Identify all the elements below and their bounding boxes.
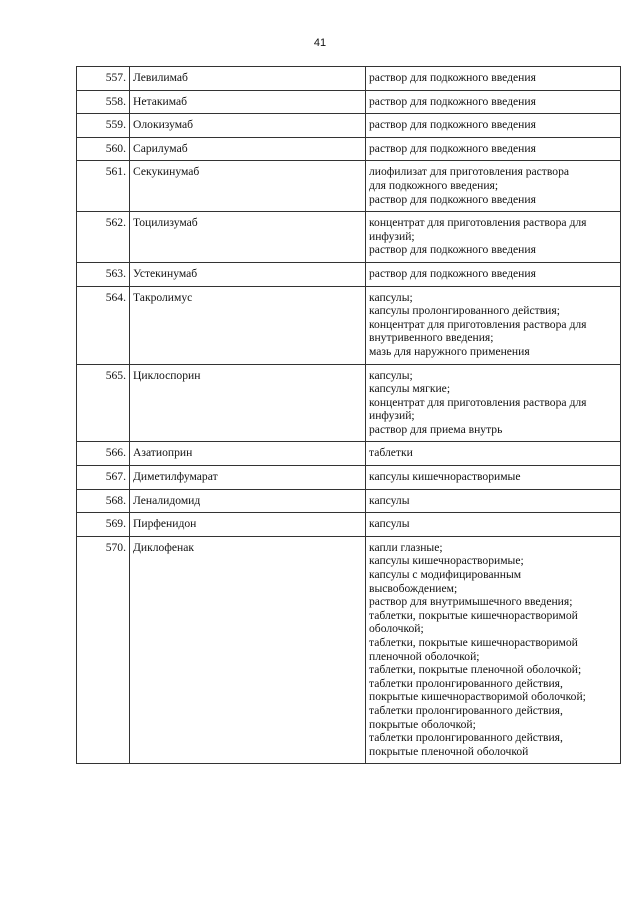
drug-table bbox=[76, 66, 621, 764]
dosage-form-line: раствор для подкожного введения bbox=[369, 243, 536, 257]
row-number: 566. bbox=[77, 442, 130, 466]
dosage-form-line: капсулы кишечнорастворимые bbox=[369, 470, 521, 484]
dosage-form-line: инфузий; bbox=[369, 409, 415, 423]
dosage-form-line: таблетки пролонгированного действия, bbox=[369, 676, 563, 690]
dosage-forms bbox=[366, 466, 621, 490]
dosage-form-line: капсулы; bbox=[369, 368, 413, 382]
dosage-form-line: раствор для подкожного введения bbox=[369, 71, 536, 84]
drug-table-body bbox=[77, 67, 621, 764]
table-row bbox=[77, 137, 621, 161]
table-row bbox=[77, 262, 621, 286]
drug-name: Нетакимаб bbox=[130, 90, 366, 114]
row-number: 568. bbox=[77, 489, 130, 513]
drug-name: Такролимус bbox=[130, 286, 366, 364]
dosage-form-line: лиофилизат для приготовления раствора bbox=[369, 165, 570, 179]
drug-name: Олокизумаб bbox=[130, 114, 366, 138]
dosage-forms bbox=[366, 114, 621, 138]
dosage-form-line: пленочной оболочкой; bbox=[369, 649, 480, 663]
dosage-form-line: таблетки пролонгированного действия, bbox=[369, 731, 563, 745]
dosage-form-line: капсулы bbox=[369, 493, 410, 507]
dosage-form-line: покрытые кишечнорастворимой оболочкой; bbox=[369, 690, 586, 704]
dosage-forms bbox=[366, 513, 621, 537]
table-row bbox=[77, 536, 621, 764]
dosage-form-line: раствор для подкожного введения bbox=[369, 141, 536, 155]
row-number: 562. bbox=[77, 212, 130, 263]
dosage-forms bbox=[366, 212, 621, 263]
dosage-form-line: покрытые пленочной оболочкой bbox=[369, 744, 529, 758]
dosage-form-line: концентрат для приготовления раствора для bbox=[369, 317, 587, 331]
dosage-forms bbox=[366, 90, 621, 114]
dosage-forms bbox=[366, 442, 621, 466]
table-row bbox=[77, 466, 621, 490]
dosage-form-line: таблетки, покрытые пленочной оболочкой; bbox=[369, 663, 582, 677]
dosage-form-line: внутривенного введения; bbox=[369, 331, 494, 345]
dosage-form-line: капсулы мягкие; bbox=[369, 382, 451, 396]
dosage-form-line: раствор для подкожного введения bbox=[369, 192, 536, 206]
table-row bbox=[77, 114, 621, 138]
dosage-forms bbox=[366, 536, 621, 764]
dosage-form-line: капли глазные; bbox=[369, 540, 443, 554]
dosage-form-line: раствор для подкожного введения bbox=[369, 94, 536, 108]
table-row bbox=[77, 513, 621, 537]
drug-name: Диметилфумарат bbox=[130, 466, 366, 490]
row-number: 564. bbox=[77, 286, 130, 364]
table-row bbox=[77, 286, 621, 364]
dosage-form-line: капсулы пролонгированного действия; bbox=[369, 304, 560, 318]
dosage-form-line: покрытые оболочкой; bbox=[369, 717, 476, 731]
dosage-form-line: капсулы bbox=[369, 517, 410, 531]
dosage-form-line: таблетки, покрытые кишечнорастворимой bbox=[369, 608, 578, 622]
drug-name: Пирфенидон bbox=[130, 513, 366, 537]
row-number: 563. bbox=[77, 262, 130, 286]
dosage-forms bbox=[366, 161, 621, 212]
table-row bbox=[77, 364, 621, 442]
drug-name: Сарилумаб bbox=[130, 137, 366, 161]
dosage-forms bbox=[366, 137, 621, 161]
table-row bbox=[77, 90, 621, 114]
dosage-form-line: инфузий; bbox=[369, 229, 415, 243]
table-row bbox=[77, 212, 621, 263]
dosage-form-line: мазь для наружного применения bbox=[369, 344, 530, 358]
table-row bbox=[77, 161, 621, 212]
dosage-form-line: капсулы кишечнорастворимые; bbox=[369, 554, 524, 568]
dosage-forms bbox=[366, 262, 621, 286]
dosage-forms bbox=[366, 286, 621, 364]
table-row bbox=[77, 67, 621, 91]
row-number: 557. bbox=[77, 67, 130, 91]
row-number: 560. bbox=[77, 137, 130, 161]
row-number: 559. bbox=[77, 114, 130, 138]
dosage-form-line: раствор для подкожного введения bbox=[369, 118, 536, 132]
dosage-form-line: высвобождением; bbox=[369, 581, 458, 595]
dosage-form-line: таблетки, покрытые кишечнорастворимой bbox=[369, 636, 578, 649]
dosage-form-line: концентрат для приготовления раствора для bbox=[369, 395, 587, 409]
dosage-form-line: таблетки bbox=[369, 446, 413, 460]
drug-name: Диклофенак bbox=[130, 536, 366, 764]
drug-name: Азатиоприн bbox=[130, 442, 366, 466]
dosage-forms bbox=[366, 67, 621, 91]
dosage-forms bbox=[366, 364, 621, 442]
row-number: 569. bbox=[77, 513, 130, 537]
dosage-forms bbox=[366, 489, 621, 513]
dosage-form-line: раствор для внутримышечного введения; bbox=[369, 595, 573, 609]
dosage-form-line: оболочкой; bbox=[369, 622, 424, 636]
drug-name: Секукинумаб bbox=[130, 161, 366, 212]
dosage-form-line: капсулы; bbox=[369, 290, 413, 304]
drug-name: Циклоспорин bbox=[130, 364, 366, 442]
dosage-form-line: для подкожного введения; bbox=[369, 178, 499, 192]
row-number: 567. bbox=[77, 466, 130, 490]
table-row bbox=[77, 442, 621, 466]
drug-name: Леналидомид bbox=[130, 489, 366, 513]
dosage-form-line: капсулы с модифицированным bbox=[369, 568, 522, 582]
drug-name: Тоцилизумаб bbox=[130, 212, 366, 263]
row-number: 570. bbox=[77, 536, 130, 764]
row-number: 558. bbox=[77, 90, 130, 114]
table-row bbox=[77, 489, 621, 513]
dosage-form-line: раствор для подкожного введения bbox=[369, 266, 536, 280]
row-number: 561. bbox=[77, 161, 130, 212]
page-number: 41 bbox=[313, 37, 327, 49]
drug-name: Левилимаб bbox=[130, 67, 366, 91]
dosage-form-line: раствор для приема внутрь bbox=[369, 422, 503, 436]
dosage-form-line: таблетки пролонгированного действия, bbox=[369, 703, 563, 717]
row-number: 565. bbox=[77, 364, 130, 442]
drug-name: Устекинумаб bbox=[130, 262, 366, 286]
dosage-form-line: концентрат для приготовления раствора для bbox=[369, 216, 587, 230]
